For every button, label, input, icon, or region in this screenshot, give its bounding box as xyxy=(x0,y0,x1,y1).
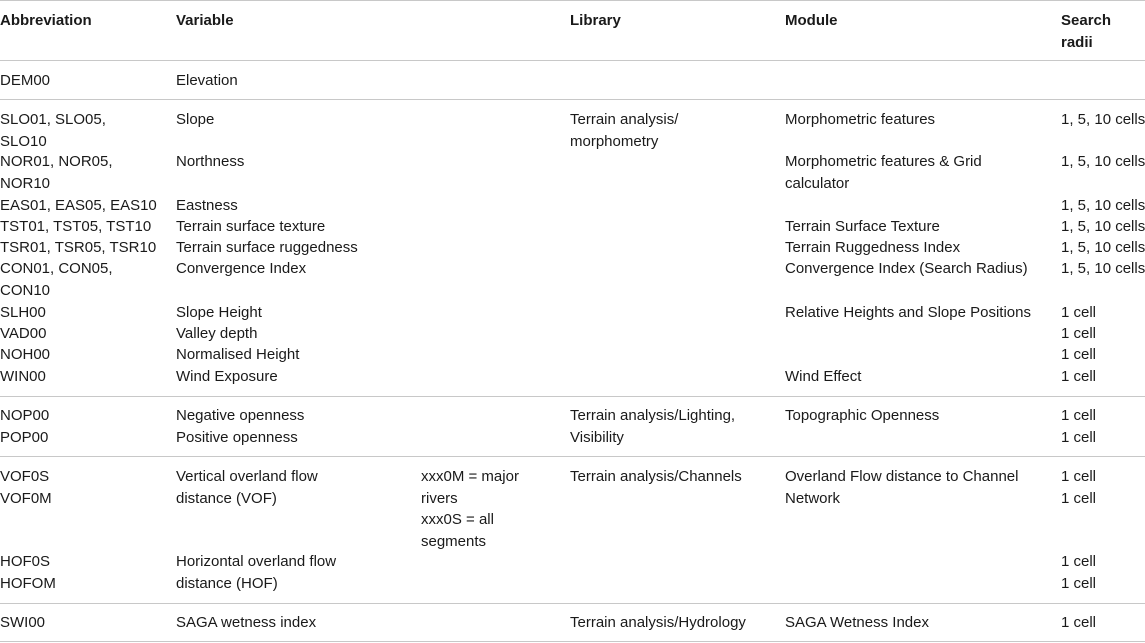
cell-module: Topographic Openness xyxy=(785,407,940,424)
cell-variable: Slope xyxy=(176,111,215,128)
cell-abbreviation: SLH00 xyxy=(0,304,46,321)
cell-abbreviation: DEM00 xyxy=(0,72,51,89)
cell-module: Morphometric features & Grid xyxy=(785,153,982,170)
cell-module: Convergence Index (Search Radius) xyxy=(785,260,1028,277)
cell-variable: Terrain surface ruggedness xyxy=(176,239,358,256)
cell-variable: Normalised Height xyxy=(176,346,300,363)
cell-abbreviation: NOR01, NOR05, xyxy=(0,153,113,170)
cell-abbreviation: HOF0S xyxy=(0,553,51,570)
cell-variable: Negative openness xyxy=(176,407,305,424)
cell-abbreviation: SLO10 xyxy=(0,132,47,150)
cell-note: xxx0S = all xyxy=(421,511,494,528)
cell-module: Terrain Surface Texture xyxy=(785,218,940,235)
cell-abbreviation: NOR10 xyxy=(0,174,51,192)
table-rule xyxy=(0,99,1145,100)
cell-variable: Positive openness xyxy=(176,428,298,446)
cell-abbreviation: HOFOM xyxy=(0,574,56,592)
cell-abbreviation: TSR01, TSR05, TSR10 xyxy=(0,239,157,256)
cell-search-radii: 1 cell xyxy=(1061,428,1097,446)
cell-abbreviation: TST01, TST05, TST10 xyxy=(0,218,152,235)
cell-variable: Horizontal overland flow xyxy=(176,553,337,570)
cell-note: xxx0M = major xyxy=(421,468,519,485)
cell-library: Terrain analysis/ xyxy=(570,111,679,128)
cell-library: Visibility xyxy=(570,428,624,446)
cell-module: Relative Heights and Slope Positions xyxy=(785,304,1031,321)
header-variable: Variable xyxy=(176,12,234,29)
cell-abbreviation: WIN00 xyxy=(0,368,46,385)
cell-variable: Terrain surface texture xyxy=(176,218,326,235)
cell-search-radii: 1 cell xyxy=(1061,614,1097,631)
cell-module: Overland Flow distance to Channel xyxy=(785,468,1019,485)
cell-variable: Wind Exposure xyxy=(176,368,278,385)
cell-module: Morphometric features xyxy=(785,111,936,128)
cell-library: Terrain analysis/Hydrology xyxy=(570,614,746,631)
table-rule xyxy=(0,0,1145,1)
cell-module: Network xyxy=(785,489,841,507)
header-module: Module xyxy=(785,12,838,29)
cell-variable: Elevation xyxy=(176,72,238,89)
header-abbreviation: Abbreviation xyxy=(0,12,92,29)
header-search-radii: radii xyxy=(1061,33,1093,51)
cell-note: segments xyxy=(421,532,487,550)
cell-abbreviation: VOF0S xyxy=(0,468,50,485)
cell-variable: Northness xyxy=(176,153,245,170)
cell-search-radii: 1 cell xyxy=(1061,368,1097,385)
cell-library: morphometry xyxy=(570,132,659,150)
cell-abbreviation: VAD00 xyxy=(0,325,47,342)
cell-variable: Convergence Index xyxy=(176,260,307,277)
cell-search-radii: 1, 5, 10 cells xyxy=(1061,239,1145,256)
cell-search-radii: 1 cell xyxy=(1061,553,1097,570)
table-rule xyxy=(0,641,1145,642)
cell-search-radii: 1 cell xyxy=(1061,489,1097,507)
cell-abbreviation: EAS01, EAS05, EAS10 xyxy=(0,197,157,214)
cell-library: Terrain analysis/Lighting, xyxy=(570,407,736,424)
cell-variable: Vertical overland flow xyxy=(176,468,318,485)
cell-search-radii: 1 cell xyxy=(1061,304,1097,321)
cell-search-radii: 1, 5, 10 cells xyxy=(1061,218,1145,235)
cell-module: calculator xyxy=(785,174,850,192)
table-rule xyxy=(0,456,1145,457)
cell-variable: Slope Height xyxy=(176,304,262,321)
cell-abbreviation: CON01, CON05, xyxy=(0,260,113,277)
cell-search-radii: 1, 5, 10 cells xyxy=(1061,153,1145,170)
cell-abbreviation: SWI00 xyxy=(0,614,46,631)
cell-module: Wind Effect xyxy=(785,368,862,385)
cell-search-radii: 1 cell xyxy=(1061,574,1097,592)
cell-search-radii: 1 cell xyxy=(1061,407,1097,424)
cell-search-radii: 1 cell xyxy=(1061,346,1097,363)
cell-abbreviation: CON10 xyxy=(0,281,51,299)
cell-variable: distance (VOF) xyxy=(176,489,277,507)
cell-variable: distance (HOF) xyxy=(176,574,278,592)
cell-search-radii: 1, 5, 10 cells xyxy=(1061,111,1145,128)
cell-library: Terrain analysis/Channels xyxy=(570,468,742,485)
table-rule xyxy=(0,396,1145,397)
header-search-radii: Search xyxy=(1061,12,1112,29)
cell-abbreviation: SLO01, SLO05, xyxy=(0,111,106,128)
cell-abbreviation: NOH00 xyxy=(0,346,51,363)
cell-search-radii: 1, 5, 10 cells xyxy=(1061,197,1145,214)
cell-search-radii: 1 cell xyxy=(1061,468,1097,485)
table-rule xyxy=(0,60,1145,61)
cell-variable: Eastness xyxy=(176,197,238,214)
cell-search-radii: 1, 5, 10 cells xyxy=(1061,260,1145,277)
header-library: Library xyxy=(570,12,621,29)
cell-variable: Valley depth xyxy=(176,325,258,342)
cell-abbreviation: POP00 xyxy=(0,428,49,446)
cell-variable: SAGA wetness index xyxy=(176,614,317,631)
cell-abbreviation: VOF0M xyxy=(0,489,52,507)
cell-abbreviation: NOP00 xyxy=(0,407,50,424)
cell-module: Terrain Ruggedness Index xyxy=(785,239,961,256)
table-rule xyxy=(0,603,1145,604)
cell-note: rivers xyxy=(421,489,458,507)
cell-search-radii: 1 cell xyxy=(1061,325,1097,342)
cell-module: SAGA Wetness Index xyxy=(785,614,929,631)
